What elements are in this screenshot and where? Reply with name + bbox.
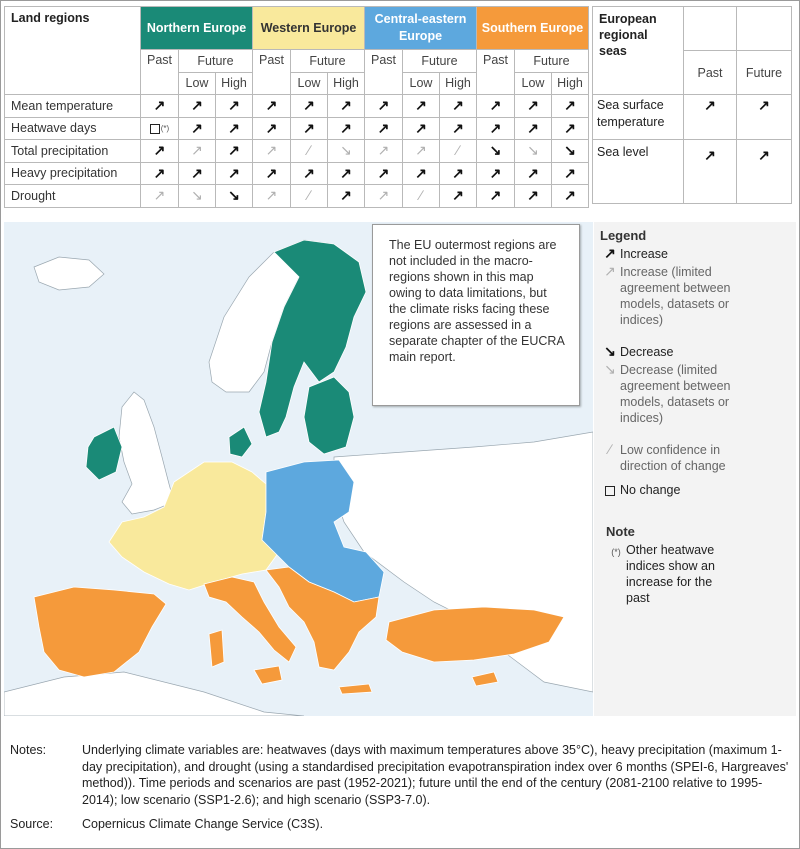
indicator-cell (328, 140, 365, 163)
past-header: Past (141, 50, 179, 95)
indicator-table (4, 6, 589, 208)
region-header-southern: Southern Europe (477, 7, 589, 50)
legend-text: Increase (limited agreement between models, datasets or indices) (620, 265, 731, 327)
future-header: Future (291, 50, 365, 73)
legend-symbol (600, 482, 620, 498)
decrease-limited-arrow-icon: ↘ (340, 142, 352, 159)
increase-arrow-icon: ↗ (452, 97, 464, 114)
legend-symbol (600, 344, 620, 360)
seas-title: European regional seas (593, 7, 684, 95)
indicator-cell (253, 162, 291, 185)
indicator-cell (216, 95, 253, 118)
note-title: Note (606, 524, 635, 539)
increase-arrow-icon: ↗ (758, 147, 770, 163)
sea-future-cell (737, 140, 792, 204)
increase-arrow-icon: ↗ (415, 119, 427, 136)
future-header: Future (179, 50, 253, 73)
ireland-region (86, 427, 122, 480)
indicator-cell (253, 140, 291, 163)
low-header: Low (179, 72, 216, 95)
indicator-cell (365, 140, 403, 163)
indicator-cell (328, 185, 365, 208)
indicator-row (5, 140, 589, 163)
low-confidence-icon: ∕ (608, 441, 612, 457)
increase-arrow-icon: ↗ (303, 97, 315, 114)
indicator-cell (253, 185, 291, 208)
sea-future-cell (737, 95, 792, 140)
low-header: Low (515, 72, 552, 95)
indicator-cell (365, 95, 403, 118)
indicator-cell (141, 140, 179, 163)
notes-row (10, 742, 795, 808)
legend-text: No change (620, 483, 681, 497)
footnote-mark: (*) (160, 124, 170, 134)
indicator-cell (179, 185, 216, 208)
indicator-row (5, 117, 589, 140)
indicator-cell (477, 162, 515, 185)
uk-land (119, 392, 174, 514)
legend-items (600, 246, 796, 498)
legend-text: Increase (620, 247, 668, 261)
increase-arrow-icon: ↗ (452, 187, 464, 204)
low-header: Low (403, 72, 440, 95)
low-confidence-icon: ∕ (307, 187, 311, 204)
indicator-cell (403, 162, 440, 185)
indicator-cell (216, 140, 253, 163)
outermost-regions-callout: The EU outermost regions are not included in the macro-regions shown in this map owing to data limitations, but the climate risks facing these regions are assessed in a separate chapter of the EUCRA main report. (372, 224, 580, 406)
indicator-label: Heatwave days (5, 117, 141, 140)
indicator-cell (552, 185, 589, 208)
indicator-cell (141, 185, 179, 208)
source-text: Copernicus Climate Change Service (C3S). (82, 817, 324, 831)
low-confidence-icon: ∕ (307, 142, 311, 159)
decrease-arrow-icon: ↘ (604, 343, 616, 359)
increase-arrow-icon: ↗ (303, 164, 315, 181)
increase-arrow-icon: ↗ (452, 119, 464, 136)
seas-header-blank (737, 7, 792, 51)
indicator-cell (179, 95, 216, 118)
indicator-cell (291, 185, 328, 208)
indicator-cell (403, 95, 440, 118)
sea-past-cell (684, 140, 737, 204)
legend-text: Decrease (limited agreement between models, datasets or indices) (620, 363, 731, 425)
increase-arrow-icon: ↗ (527, 164, 539, 181)
increase-arrow-icon: ↗ (265, 119, 278, 136)
indicator-label: Heavy precipitation (5, 162, 141, 185)
increase-arrow-icon: ↗ (303, 119, 315, 136)
indicator-cell (365, 117, 403, 140)
increase-limited-arrow-icon: ↗ (265, 187, 278, 204)
indicator-row (5, 185, 589, 208)
indicator-cell (141, 162, 179, 185)
indicator-row (5, 162, 589, 185)
indicator-cell (328, 162, 365, 185)
increase-arrow-icon: ↗ (340, 187, 352, 204)
indicator-cell (216, 117, 253, 140)
low-confidence-icon: ∕ (456, 142, 460, 159)
increase-arrow-icon: ↗ (564, 119, 576, 136)
legend-item (600, 264, 796, 328)
sicily-region (254, 666, 282, 684)
seas-future-header: Future (737, 51, 792, 95)
indicator-label: Drought (5, 185, 141, 208)
indicator-cell (440, 117, 477, 140)
increase-arrow-icon: ↗ (704, 147, 716, 163)
notes-section (10, 742, 795, 833)
indicator-cell (440, 162, 477, 185)
note-row (606, 542, 796, 606)
increase-arrow-icon: ↗ (604, 245, 616, 261)
increase-arrow-icon: ↗ (415, 97, 427, 114)
increase-arrow-icon: ↗ (489, 119, 502, 136)
low-confidence-icon: ∕ (419, 187, 423, 204)
increase-limited-arrow-icon: ↗ (377, 142, 390, 159)
indicator-cell (477, 140, 515, 163)
increase-arrow-icon: ↗ (489, 97, 502, 114)
indicator-cell (403, 117, 440, 140)
legend-symbol (600, 246, 620, 262)
indicator-cell (477, 95, 515, 118)
legend-symbol (600, 442, 620, 474)
seas-past-header: Past (684, 51, 737, 95)
notes-label: Notes: (10, 743, 47, 757)
increase-arrow-icon: ↗ (191, 164, 203, 181)
indicator-cell (515, 185, 552, 208)
increase-arrow-icon: ↗ (228, 142, 240, 159)
note-block (600, 524, 796, 606)
decrease-arrow-icon: ↘ (564, 142, 576, 159)
no-change-icon (605, 486, 615, 496)
indicator-cell (291, 95, 328, 118)
seas-table (592, 6, 792, 204)
increase-arrow-icon: ↗ (527, 119, 539, 136)
indicator-cell (365, 162, 403, 185)
indicator-cell (440, 140, 477, 163)
increase-arrow-icon: ↗ (228, 119, 240, 136)
sea-row-label: Sea surface temperature (593, 95, 684, 140)
increase-arrow-icon: ↗ (452, 164, 464, 181)
iceland-land (34, 257, 104, 290)
indicator-cell (291, 117, 328, 140)
increase-arrow-icon: ↗ (340, 119, 352, 136)
indicator-cell (552, 140, 589, 163)
increase-limited-arrow-icon: ↗ (415, 142, 427, 159)
indicator-cell (515, 95, 552, 118)
indicator-cell (328, 95, 365, 118)
decrease-limited-arrow-icon: ↘ (604, 361, 616, 377)
indicator-cell (477, 117, 515, 140)
increase-arrow-icon: ↗ (758, 97, 770, 113)
increase-arrow-icon: ↗ (228, 164, 240, 181)
indicator-cell (403, 185, 440, 208)
increase-arrow-icon: ↗ (191, 119, 203, 136)
high-header: High (440, 72, 477, 95)
indicator-cell (552, 95, 589, 118)
no-change-icon (150, 124, 160, 134)
indicator-rows (5, 95, 589, 208)
region-header-northern: Northern Europe (141, 7, 253, 50)
increase-arrow-icon: ↗ (153, 97, 166, 114)
sea-past-cell (684, 95, 737, 140)
high-header: High (328, 72, 365, 95)
indicator-cell (440, 185, 477, 208)
sea-row-label: Sea level (593, 140, 684, 204)
increase-limited-arrow-icon: ↗ (191, 142, 203, 159)
indicator-cell (440, 95, 477, 118)
denmark-region (229, 427, 252, 457)
indicator-cell (253, 117, 291, 140)
low-header: Low (291, 72, 328, 95)
decrease-limited-arrow-icon: ↘ (527, 142, 539, 159)
legend-panel (594, 222, 796, 716)
high-header: High (216, 72, 253, 95)
future-header: Future (403, 50, 477, 73)
legend-symbol (600, 362, 620, 426)
increase-arrow-icon: ↗ (564, 164, 576, 181)
increase-arrow-icon: ↗ (191, 97, 203, 114)
iberia-region (34, 587, 166, 677)
indicator-cell (515, 117, 552, 140)
indicator-cell (141, 117, 179, 140)
decrease-arrow-icon: ↘ (489, 142, 502, 159)
decrease-limited-arrow-icon: ↘ (191, 187, 203, 204)
legend-item (600, 442, 796, 474)
seas-header-blank (684, 7, 737, 51)
increase-arrow-icon: ↗ (527, 187, 539, 204)
indicator-cell (141, 95, 179, 118)
indicator-cell (216, 162, 253, 185)
increase-arrow-icon: ↗ (228, 97, 240, 114)
legend-item (600, 344, 796, 360)
region-header-western: Western Europe (253, 7, 365, 50)
future-header: Future (515, 50, 589, 73)
past-header: Past (253, 50, 291, 95)
increase-arrow-icon: ↗ (153, 142, 166, 159)
legend-item (600, 362, 796, 426)
indicator-cell (179, 117, 216, 140)
indicator-cell (477, 185, 515, 208)
increase-arrow-icon: ↗ (377, 97, 390, 114)
past-header: Past (477, 50, 515, 95)
indicator-cell (365, 185, 403, 208)
indicator-cell (552, 162, 589, 185)
notes-text: Underlying climate variables are: heatwaves (days with maximum temperatures above 35°C), heavy precipitation (maximum 1-day precipitation), and drought (using a standardised precipitation evapotranspiration index over 6 months (SPEI-6, Hargreaves' method)). Time periods and scenarios are past (1952-2021); future until the end of the century (2081-2100 relative to 1995-2014); low scenario (SSP1-2.6); and high scenario (SSP3-7.0). (82, 743, 789, 807)
source-label: Source: (10, 817, 54, 831)
increase-arrow-icon: ↗ (377, 119, 390, 136)
increase-arrow-icon: ↗ (153, 164, 166, 181)
increase-arrow-icon: ↗ (564, 97, 576, 114)
indicator-cell (216, 185, 253, 208)
increase-limited-arrow-icon: ↗ (377, 187, 390, 204)
indicator-cell (179, 162, 216, 185)
increase-arrow-icon: ↗ (527, 97, 539, 114)
indicator-cell (328, 117, 365, 140)
increase-limited-arrow-icon: ↗ (604, 263, 616, 279)
cyprus-region (472, 672, 498, 686)
indicator-cell (515, 162, 552, 185)
increase-arrow-icon: ↗ (564, 187, 576, 204)
indicator-cell (253, 95, 291, 118)
increase-arrow-icon: ↗ (489, 187, 502, 204)
legend-text: Low confidence in direction of change (620, 443, 726, 473)
indicator-label: Total precipitation (5, 140, 141, 163)
increase-arrow-icon: ↗ (704, 97, 716, 113)
past-header: Past (365, 50, 403, 95)
indicator-cell (291, 140, 328, 163)
note-mark: (*) (611, 547, 621, 557)
indicator-cell (515, 140, 552, 163)
legend-text: Decrease (620, 345, 674, 359)
note-text: Other heatwave indices show an increase for the past (626, 543, 715, 605)
legend-item (600, 246, 796, 262)
increase-limited-arrow-icon: ↗ (265, 142, 278, 159)
increase-arrow-icon: ↗ (265, 164, 278, 181)
land-regions-header: Land regions (5, 7, 141, 95)
crete-region (339, 684, 372, 694)
legend-item (600, 482, 796, 498)
indicator-cell (179, 140, 216, 163)
increase-arrow-icon: ↗ (489, 164, 502, 181)
increase-limited-arrow-icon: ↗ (153, 187, 166, 204)
legend-title: Legend (600, 228, 647, 243)
indicator-row (5, 95, 589, 118)
high-header: High (552, 72, 589, 95)
baltic-states-region (304, 377, 354, 454)
indicator-cell (291, 162, 328, 185)
increase-arrow-icon: ↗ (340, 97, 352, 114)
increase-arrow-icon: ↗ (377, 164, 390, 181)
increase-arrow-icon: ↗ (415, 164, 427, 181)
indicator-cell (552, 117, 589, 140)
source-row (10, 816, 795, 833)
increase-arrow-icon: ↗ (265, 97, 278, 114)
indicator-cell (403, 140, 440, 163)
indicator-label: Mean temperature (5, 95, 141, 118)
decrease-arrow-icon: ↘ (228, 187, 240, 204)
increase-arrow-icon: ↗ (340, 164, 352, 181)
region-header-central: Central-eastern Europe (365, 7, 477, 50)
sardinia-region (209, 630, 224, 667)
legend-symbol (600, 264, 620, 328)
